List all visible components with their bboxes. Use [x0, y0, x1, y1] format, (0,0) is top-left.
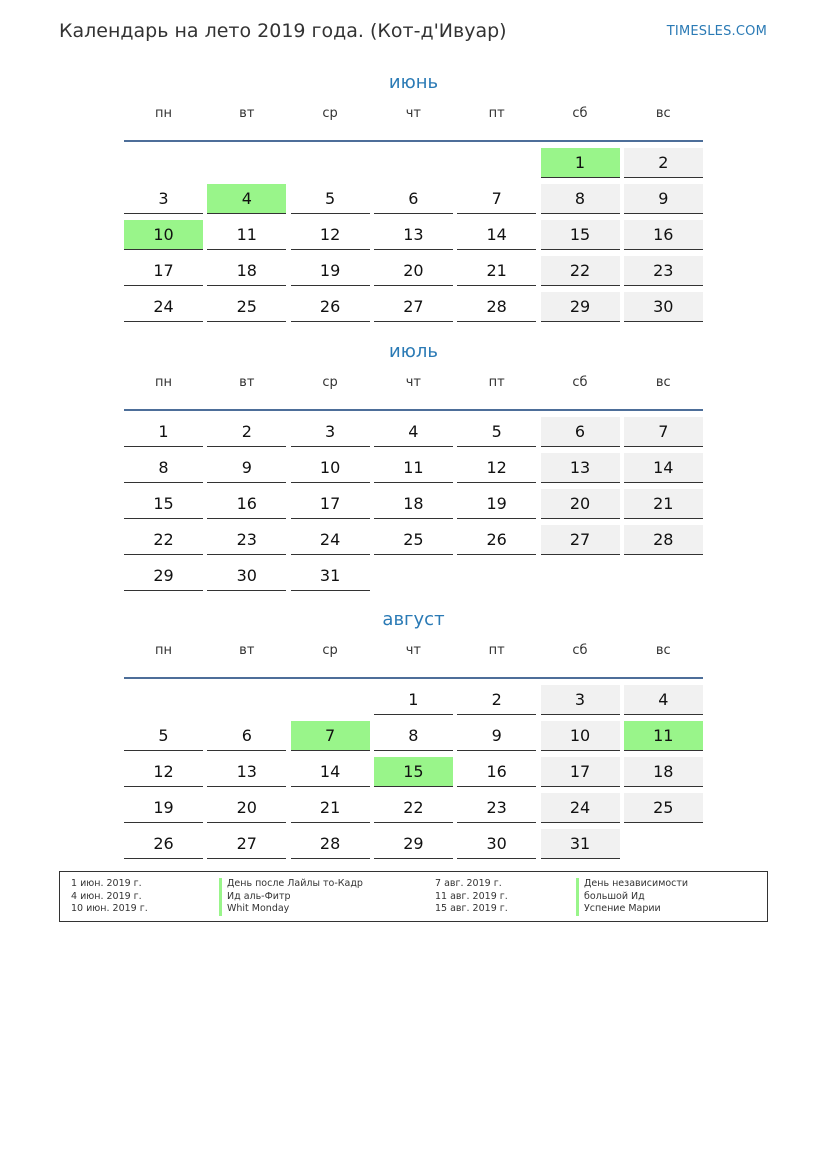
legend-date: 1 июн. 2019 г. — [71, 878, 142, 889]
day-cell: 14 — [624, 453, 703, 483]
holiday-day-cell: 11 — [624, 721, 703, 751]
day-cell: 17 — [291, 489, 370, 519]
legend-holiday-name: День после Лайлы то-Кадр — [227, 878, 363, 889]
day-cell: 29 — [374, 829, 453, 859]
day-cell: 4 — [624, 685, 703, 715]
weekday-label: сб — [572, 643, 588, 658]
day-cell: 8 — [541, 184, 620, 214]
day-cell: 26 — [124, 829, 203, 859]
day-cell: 25 — [624, 793, 703, 823]
weekday-label: чт — [405, 643, 422, 658]
weekday-label: пт — [488, 375, 505, 390]
legend-date: 7 авг. 2019 г. — [435, 878, 502, 889]
day-cell: 30 — [207, 561, 286, 591]
legend-date: 4 июн. 2019 г. — [71, 890, 142, 902]
weekday-label: пн — [155, 106, 172, 121]
day-cell: 9 — [624, 184, 703, 214]
day-cell: 1 — [374, 685, 453, 715]
month-june — [124, 70, 703, 316]
legend-date: 15 авг. 2019 г. — [435, 903, 508, 914]
day-cell: 16 — [624, 220, 703, 250]
day-cell: 5 — [457, 417, 536, 447]
site-link[interactable]: TIMESLES.COM — [666, 24, 767, 39]
day-cell: 5 — [291, 184, 370, 214]
day-cell: 20 — [207, 793, 286, 823]
day-cell: 12 — [291, 220, 370, 250]
day-cell: 29 — [541, 292, 620, 322]
day-cell: 8 — [374, 721, 453, 751]
day-cell: 16 — [457, 757, 536, 787]
day-cell: 3 — [541, 685, 620, 715]
month-title: июнь — [388, 72, 439, 93]
day-cell: 12 — [457, 453, 536, 483]
day-cell: 22 — [374, 793, 453, 823]
legend-holiday-name: большой Ид — [584, 890, 645, 902]
day-cell: 27 — [207, 829, 286, 859]
day-cell: 15 — [124, 489, 203, 519]
day-cell: 9 — [457, 721, 536, 751]
legend-date: 10 июн. 2019 г. — [71, 903, 148, 914]
month-july — [124, 339, 703, 585]
weekday-label: вт — [239, 643, 255, 658]
weekday-label: чт — [405, 106, 422, 121]
weekday-header — [124, 373, 703, 411]
weekday-label: вт — [239, 375, 255, 390]
day-cell: 15 — [541, 220, 620, 250]
day-cell: 31 — [291, 561, 370, 591]
day-cell: 2 — [207, 417, 286, 447]
day-cell: 14 — [291, 757, 370, 787]
page-title: Календарь на лето 2019 года. (Кот-д'Ивуар) — [59, 20, 507, 42]
weekday-label: сб — [572, 106, 588, 121]
weekday-label: пн — [155, 643, 172, 658]
legend-holiday-name: Whit Monday — [227, 903, 290, 914]
day-cell: 5 — [124, 721, 203, 751]
weekday-label: ср — [322, 643, 338, 658]
day-cell: 18 — [624, 757, 703, 787]
weekday-label: сб — [572, 375, 588, 390]
day-cell: 2 — [624, 148, 703, 178]
day-cell: 6 — [207, 721, 286, 751]
day-cell: 3 — [291, 417, 370, 447]
day-cell: 21 — [291, 793, 370, 823]
day-cell: 7 — [457, 184, 536, 214]
weekday-label: ср — [322, 106, 338, 121]
weekday-label: ср — [322, 375, 338, 390]
holiday-legend — [59, 871, 768, 922]
day-cell: 16 — [207, 489, 286, 519]
weekday-label: пн — [155, 375, 172, 390]
legend-holiday-name: Ид аль-Фитр — [227, 890, 291, 902]
day-cell: 28 — [291, 829, 370, 859]
holiday-day-cell: 1 — [541, 148, 620, 178]
day-cell: 23 — [207, 525, 286, 555]
legend-names-left — [219, 878, 363, 916]
day-cell: 27 — [374, 292, 453, 322]
day-cell: 23 — [624, 256, 703, 286]
holiday-day-cell: 7 — [291, 721, 370, 751]
day-cell: 13 — [374, 220, 453, 250]
legend-names-right — [576, 878, 688, 916]
legend-dates-left — [71, 878, 148, 916]
day-cell: 20 — [374, 256, 453, 286]
day-cell: 19 — [291, 256, 370, 286]
holiday-day-cell: 15 — [374, 757, 453, 787]
day-cell: 11 — [374, 453, 453, 483]
day-cell: 2 — [457, 685, 536, 715]
day-cell: 18 — [374, 489, 453, 519]
day-cell: 11 — [207, 220, 286, 250]
day-cell: 3 — [124, 184, 203, 214]
day-cell: 28 — [457, 292, 536, 322]
holiday-day-cell: 10 — [124, 220, 203, 250]
day-cell: 24 — [124, 292, 203, 322]
day-cell: 13 — [541, 453, 620, 483]
weekday-label: вс — [655, 106, 671, 121]
day-cell: 10 — [291, 453, 370, 483]
day-cell: 31 — [541, 829, 620, 859]
weekday-header — [124, 641, 703, 679]
day-cell: 6 — [374, 184, 453, 214]
day-cell: 19 — [124, 793, 203, 823]
day-cell: 30 — [624, 292, 703, 322]
legend-holiday-name: День независимости — [584, 878, 689, 889]
day-cell: 21 — [624, 489, 703, 519]
day-cell: 10 — [541, 721, 620, 751]
day-cell: 18 — [207, 256, 286, 286]
day-cell: 27 — [541, 525, 620, 555]
day-cell: 4 — [374, 417, 453, 447]
weekday-label: пт — [488, 643, 505, 658]
holiday-day-cell: 4 — [207, 184, 286, 214]
day-cell: 19 — [457, 489, 536, 519]
day-cell: 22 — [124, 525, 203, 555]
day-cell: 24 — [291, 525, 370, 555]
day-cell: 8 — [124, 453, 203, 483]
day-cell: 6 — [541, 417, 620, 447]
day-cell: 20 — [541, 489, 620, 519]
legend-dates-right — [435, 878, 508, 916]
day-cell: 28 — [624, 525, 703, 555]
month-august — [124, 607, 703, 853]
day-cell: 22 — [541, 256, 620, 286]
weekday-label: вс — [655, 375, 671, 390]
day-cell: 26 — [457, 525, 536, 555]
day-cell: 29 — [124, 561, 203, 591]
day-cell: 26 — [291, 292, 370, 322]
weekday-label: пт — [488, 106, 505, 121]
day-cell: 12 — [124, 757, 203, 787]
day-cell: 24 — [541, 793, 620, 823]
day-cell: 7 — [624, 417, 703, 447]
weekday-header — [124, 104, 703, 142]
day-cell: 30 — [457, 829, 536, 859]
legend-holiday-name: Успение Марии — [584, 903, 661, 914]
day-cell: 14 — [457, 220, 536, 250]
weekday-label: вс — [655, 643, 671, 658]
day-cell: 13 — [207, 757, 286, 787]
day-cell: 23 — [457, 793, 536, 823]
day-cell: 9 — [207, 453, 286, 483]
weekday-label: чт — [405, 375, 422, 390]
weekday-label: вт — [239, 106, 255, 121]
day-cell: 25 — [374, 525, 453, 555]
month-title: июль — [389, 341, 438, 362]
day-cell: 1 — [124, 417, 203, 447]
day-cell: 21 — [457, 256, 536, 286]
day-cell: 25 — [207, 292, 286, 322]
day-cell: 17 — [124, 256, 203, 286]
month-title: август — [382, 609, 445, 630]
legend-date: 11 авг. 2019 г. — [435, 890, 508, 902]
day-cell: 17 — [541, 757, 620, 787]
